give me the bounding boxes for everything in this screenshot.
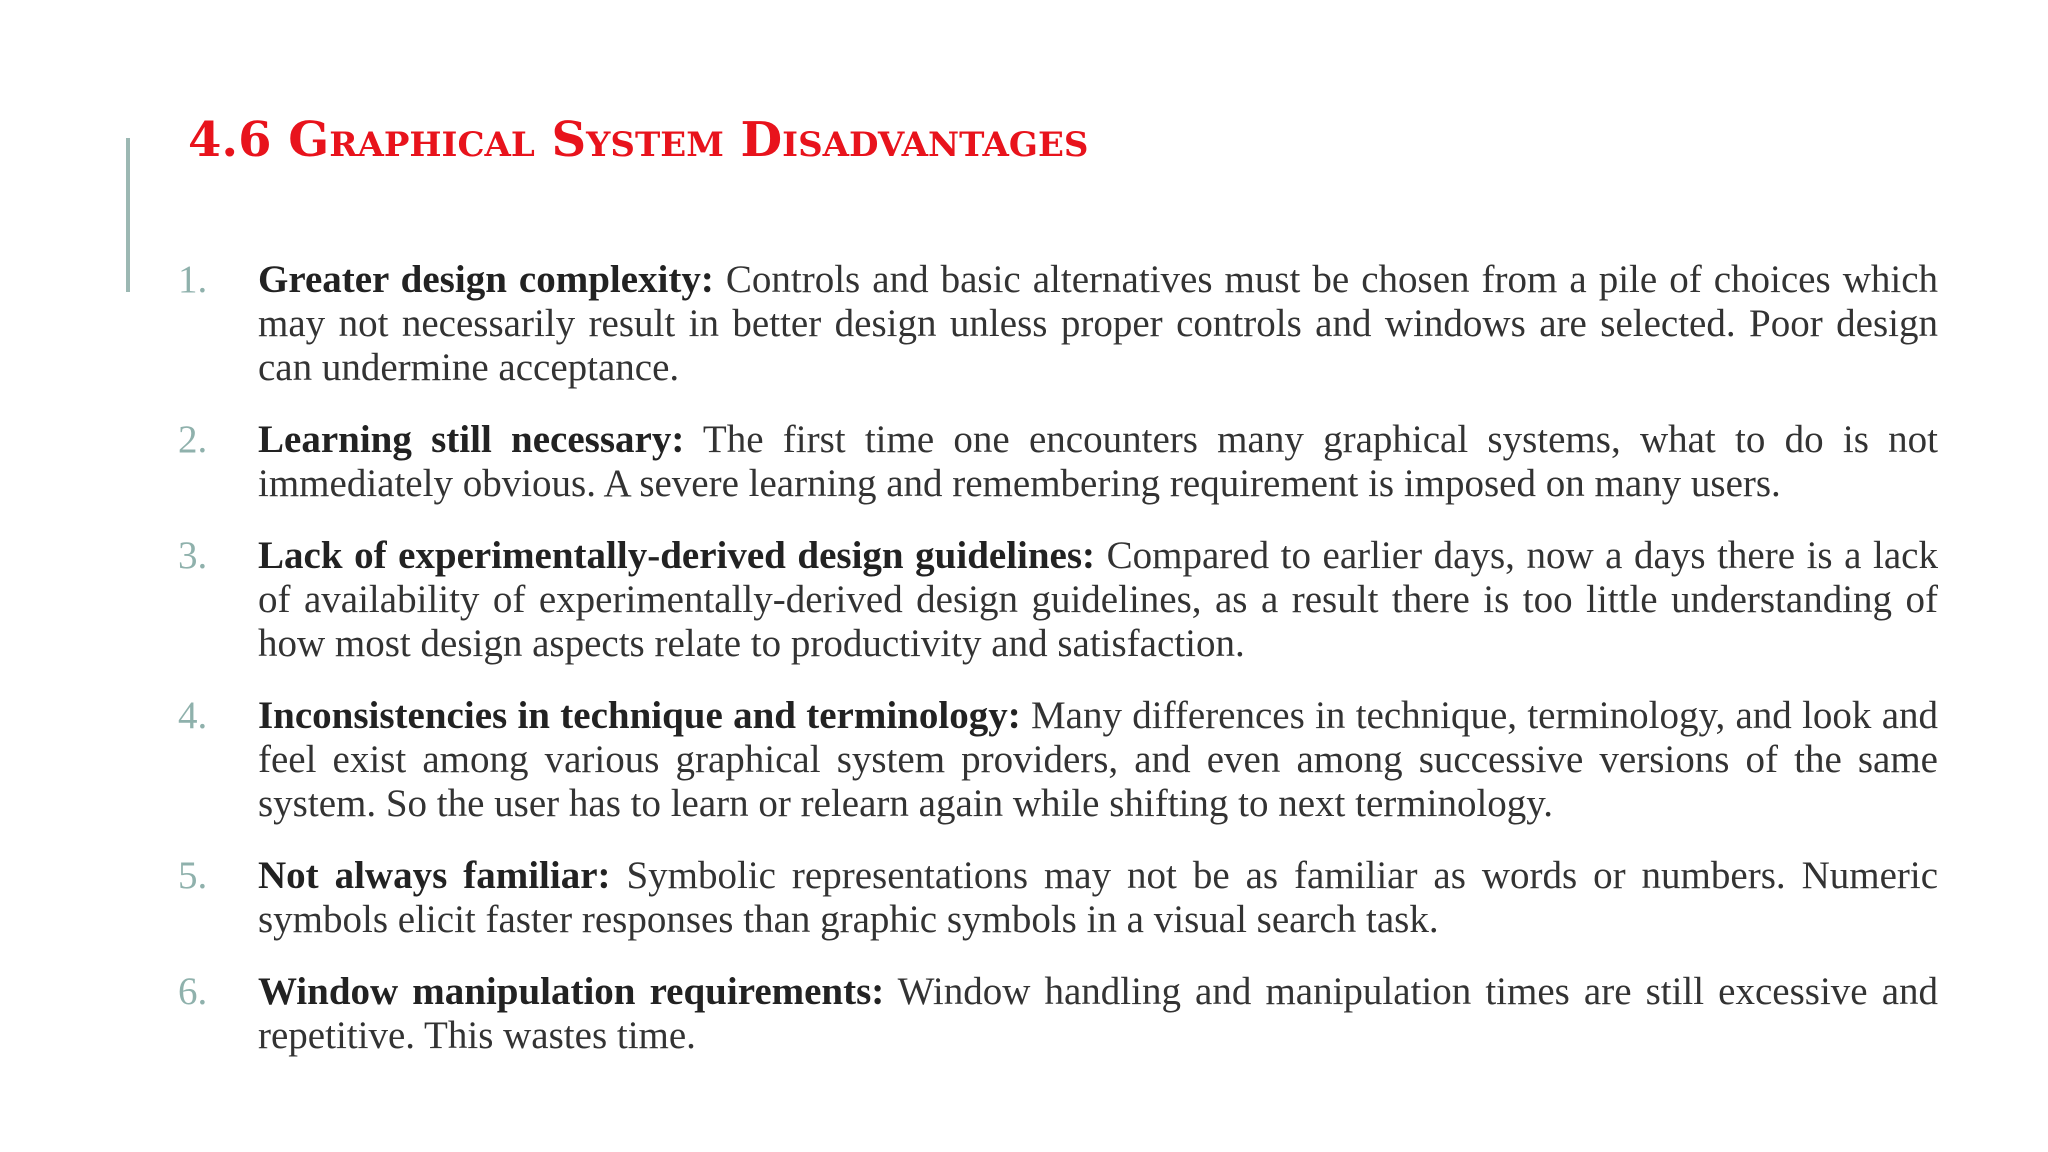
item-number: 2.	[178, 418, 208, 461]
list-item	[176, 970, 1938, 1058]
accent-bar	[126, 138, 130, 292]
disadvantages-list	[176, 258, 1938, 1086]
list-item	[176, 694, 1938, 826]
item-text: The first time one encounters many graphical systems, what to do is not immediately obvious. A severe learning and remembering requirement is imposed on many users.	[258, 418, 1938, 505]
slide-title: 4.6 Graphical System Disadvantages	[188, 112, 1089, 168]
list-item	[176, 534, 1938, 666]
item-number: 1.	[178, 258, 208, 301]
item-text: Many differences in technique, terminology, and look and feel exist among various graphical system providers, and even among successive versions of the same system. So the user has to learn or relearn again while shifting to next terminology.	[258, 694, 1939, 825]
item-term: Inconsistencies in technique and terminology:	[258, 694, 1021, 737]
item-text: Symbolic representations may not be as familiar as words or numbers. Numeric symbols elicit faster responses than graphic symbols in a visual search task.	[258, 854, 1939, 941]
item-number: 6.	[178, 970, 208, 1013]
item-number: 4.	[178, 694, 208, 737]
item-term: Window manipulation requirements:	[258, 970, 885, 1013]
list-item	[176, 258, 1938, 390]
list-item	[176, 418, 1938, 506]
item-number: 3.	[178, 534, 208, 577]
list-item	[176, 854, 1938, 942]
item-term: Greater design complexity:	[258, 258, 714, 301]
item-text: Window handling and manipulation times are still excessive and repetitive. This wastes time.	[258, 970, 1939, 1057]
item-text: Controls and basic alternatives must be chosen from a pile of choices which may not necessarily result in better design unless proper controls and windows are selected. Poor design can undermine acceptance.	[258, 258, 1939, 389]
item-term: Not always familiar:	[258, 854, 611, 897]
item-text: Compared to earlier days, now a days there is a lack of availability of experimentally-derived design guidelines, as a result there is too little understanding of how most design aspects relate to productivity and satisfaction.	[258, 534, 1938, 665]
item-term: Learning still necessary:	[258, 418, 685, 461]
item-number: 5.	[178, 854, 208, 897]
item-term: Lack of experimentally-derived design guidelines:	[258, 534, 1096, 577]
